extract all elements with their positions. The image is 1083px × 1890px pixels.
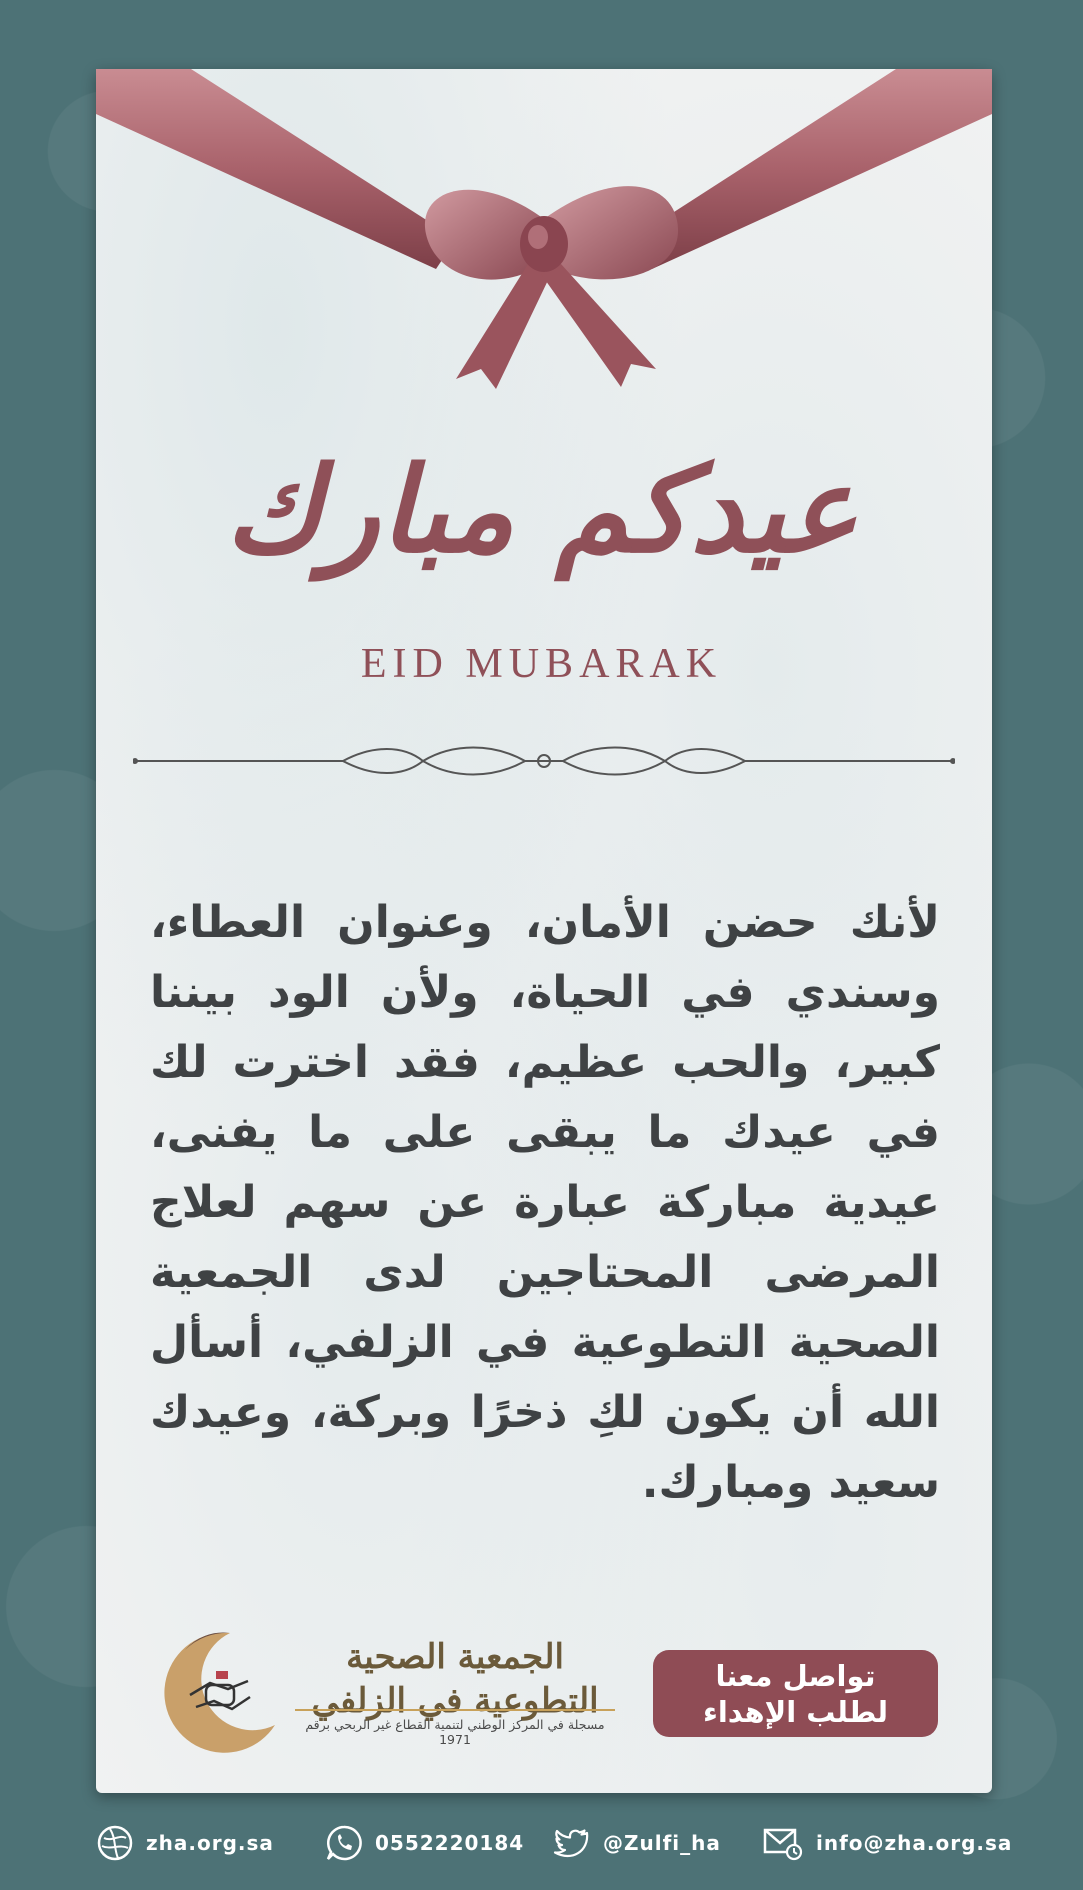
- website-text: zha.org.sa: [146, 1831, 274, 1855]
- footer-website[interactable]: [96, 1818, 274, 1868]
- email-icon: [762, 1824, 804, 1862]
- ornament-divider: [133, 741, 955, 781]
- contact-button-line1: تواصل معنا: [715, 1659, 876, 1693]
- eid-latin-title: EID MUBARAK: [360, 641, 723, 687]
- footer-email[interactable]: [762, 1818, 1012, 1868]
- footer-contacts: [0, 1818, 1083, 1868]
- footer-twitter[interactable]: [553, 1818, 721, 1868]
- ribbon-bow-icon: [96, 69, 992, 399]
- phone-text: 0552220184: [375, 1831, 525, 1855]
- email-text: info@zha.org.sa: [816, 1831, 1013, 1855]
- eid-arabic-title: عيدكم مبارك: [225, 440, 858, 579]
- crescent-logo-icon: [150, 1625, 280, 1755]
- footer-phone[interactable]: [325, 1818, 524, 1868]
- globe-icon: [96, 1824, 134, 1862]
- contact-us-button[interactable]: [653, 1650, 938, 1737]
- organization-registration: مسجلة في المركز الوطني لتنمية القطاع غير الربحي برقم 1971: [295, 1709, 615, 1747]
- organization-logo: [150, 1625, 620, 1755]
- eid-message: لأنك حضن الأمان، وعنوان العطاء، وسندي في الحياة، ولأن الود بيننا كبير، والحب عظيم، فقد اخترت لك في عيدك ما يبقى على ما يفنى، عيدية مباركة عبارة عن سهم لعلاج المرضى المحتاجين لدى الجمعية الصحية التطوعية في الزلفي، أسأل الله أن يكون لكِ ذخرًا وبركة، وعيدك سعيد ومبارك.: [150, 897, 940, 1508]
- whatsapp-icon: [325, 1824, 363, 1862]
- twitter-icon: [553, 1824, 591, 1862]
- twitter-text: @Zulfi_ha: [603, 1831, 721, 1855]
- organization-name: الجمعية الصحية التطوعية في الزلفي: [311, 1637, 599, 1721]
- contact-button-line2: لطلب الإهداء: [703, 1695, 888, 1729]
